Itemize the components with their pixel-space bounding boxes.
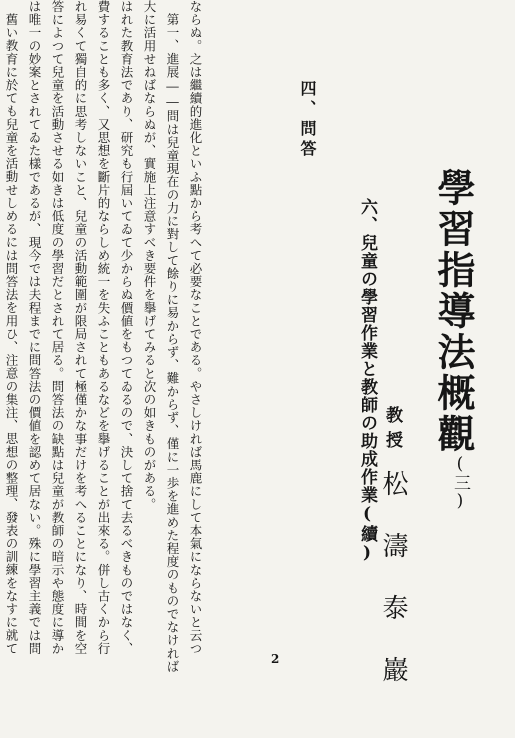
subsection-heading: 四、問答 [298,80,317,160]
body-line: 費することも多く、又思想を斷片的ならしめ統一を失ふこともあるなどを擧げることが出來る。併し古くから行 [96,0,111,655]
body-line: ならぬ。之は繼續的進化といふ點から考へて必要なことである。やさしければ馬鹿にして本氣にならないと云つ [188,0,203,655]
body-line: 第一、進展――問は兒童現在の力に對して餘りに易からず、難からず、僅に一歩を進めた程度のものでなければ [165,13,180,673]
section-heading: 六、兒童の學習作業と教師の助成作業(續) [357,198,377,564]
body-line: 大に活用せねばならぬが、實施上注意すべき要件を擧げてみると次の如きものがある。 [142,0,157,511]
body-line: れ易くて獨自的に思考しないこと、兒童の活動範圍が限局されて極僅かな事だけを考へることになり、時間を空 [73,0,88,655]
body-line: 答によつて兒童を活動させる如きは低度の學習だとされて居る。問答法の缺點は兒童が教師の暗示や態度に導か [50,0,65,655]
body-line: はれた教育法であり、研究も行屆いてゐて少からぬ價値をもつてゐるので、決して捨て去るべきものではなく、 [119,0,134,655]
body-line: は唯一の妙案とされてゐた樣であるが、現今では夫程までに問答法の價値を認めて居ない。殊に學習主義では問 [27,0,42,655]
author-rank: 教授 [382,406,402,456]
page-number: 2 [271,652,280,666]
author-name: 松濤泰巖 [378,470,408,718]
volume-number: (三) [450,454,470,511]
body-line: 舊い教育に於ても兒童を活動せしめるには問答法を用ひ、注意の集注、思想の整理、發表の訓練をなすに就て [4,13,19,655]
article-title: 學習指導法概觀 [431,168,476,455]
